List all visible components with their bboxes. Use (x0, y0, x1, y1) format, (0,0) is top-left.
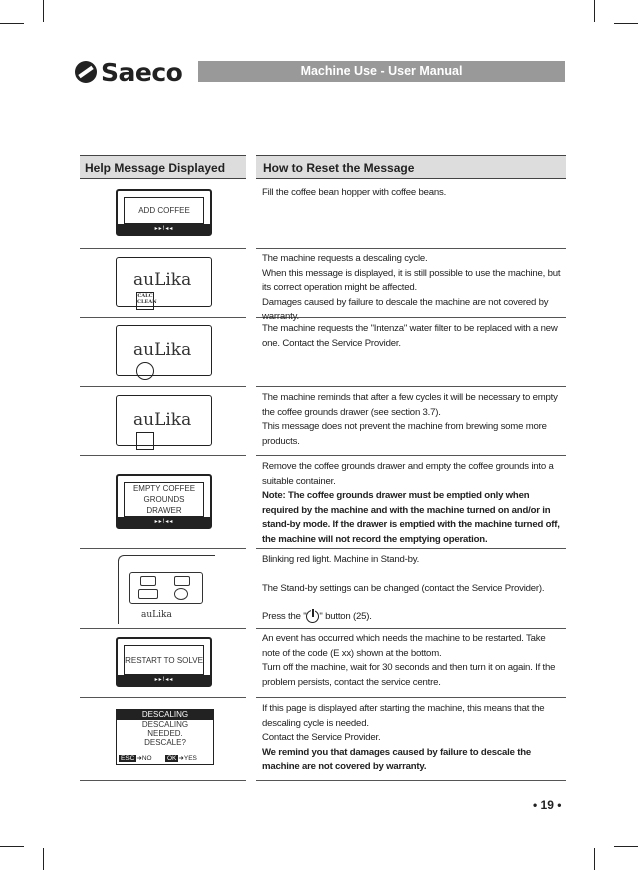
row-divider (256, 548, 566, 549)
reset-description (262, 186, 562, 201)
machine-panel-illustration (118, 555, 215, 624)
desc-line: When this message is displayed, it is still possible to use the machine, but its correct operation might be affected. (262, 267, 561, 293)
row-divider (256, 780, 566, 781)
reset-description (262, 632, 562, 690)
crop-mark (0, 846, 24, 847)
ok-key: OK (167, 754, 177, 762)
row-divider (256, 628, 566, 629)
ok-yes-option[interactable] (165, 754, 197, 762)
column-header-reset: How to Reset the Message (256, 155, 566, 179)
page-title: Machine Use - User Manual (198, 61, 565, 82)
desc-line: If this page is displayed after starting the machine, this means that the descaling cycle is needed. (262, 703, 545, 729)
display-descaling (116, 709, 214, 765)
page-number: • 19 • (533, 798, 562, 812)
display-filter (116, 325, 212, 376)
arrow-icon: ➜ (136, 755, 142, 762)
desc-text: " button (25). (319, 611, 372, 623)
menu-button-icon (138, 589, 158, 599)
aulika-logo (133, 410, 211, 450)
reset-description (262, 460, 562, 547)
display-grounds-reminder (116, 395, 212, 446)
desc-line: Fill the coffee bean hopper with coffee beans. (262, 187, 447, 198)
desc-line: The machine reminds that after a few cycles it will be necessary to empty the coffee grounds drawer (see section 3.7). (262, 392, 558, 418)
brand-logo (75, 58, 182, 86)
column-header-message: Help Message Displayed (80, 155, 246, 179)
crop-mark (43, 848, 44, 870)
desc-text: Press the " (262, 611, 307, 623)
reset-description (262, 322, 562, 351)
grounds-drawer-icon (136, 432, 154, 450)
desc-line: Blinking red light. Machine in Stand-by. (262, 554, 420, 565)
display-line: DESCALING (141, 720, 189, 729)
desc-line: This message does not prevent the machine from brewing some more products. (262, 421, 547, 447)
water-filter-icon (136, 362, 154, 380)
row-divider (80, 697, 246, 698)
display-text: auLika (133, 410, 192, 430)
row-divider (256, 697, 566, 698)
row-divider (80, 317, 246, 318)
aulika-logo: auLika (141, 610, 172, 620)
display-add-coffee (116, 189, 212, 236)
desc-line: The machine requests the "Intenza" water filter to be replaced with a new one. Contact the Service Provider. (262, 323, 558, 349)
display-text: EMPTY COFFEE GROUNDS DRAWER (132, 484, 196, 515)
desc-line: Contact the Service Provider. (262, 732, 381, 743)
yes-label: YES (183, 754, 197, 762)
display-screen (124, 645, 204, 675)
crop-mark (614, 846, 638, 847)
desc-note: Note: The coffee grounds drawer must be emptied only when required by the machine and with the machine turned on and/or in stand-by mode. If the drawer is emptied with the machine turned off, the machine will not record the emptying operation. (262, 490, 560, 545)
row-divider (80, 386, 246, 387)
coffee-button-icon (174, 576, 190, 586)
row-divider (80, 628, 246, 629)
row-divider (256, 386, 566, 387)
no-label: NO (141, 754, 152, 762)
display-empty-grounds (116, 474, 212, 529)
desc-line: Turn off the machine, wait for 30 seconds and then turn it on again. If the problem persists, contact the service centre. (262, 662, 556, 688)
display-footer-icon: ▸▸!◂◂ (118, 517, 210, 527)
desc-line: The Stand-by settings can be changed (contact the Service Provider). (262, 582, 545, 594)
display-text: ADD COFFEE (138, 206, 190, 215)
display-text: auLika (133, 270, 192, 290)
control-panel (129, 572, 203, 604)
display-footer-icon: ▸▸!◂◂ (118, 675, 210, 685)
display-calc-clean (116, 257, 212, 307)
calc-clean-icon: CALC CLEAN (136, 292, 154, 310)
display-screen (124, 197, 204, 224)
display-body (117, 720, 213, 747)
row-divider (80, 780, 246, 781)
crop-mark (594, 848, 595, 870)
esc-no-option[interactable] (119, 754, 152, 762)
crop-mark (0, 23, 24, 24)
desc-line (262, 610, 562, 625)
display-screen (124, 482, 204, 517)
crop-mark (594, 0, 595, 22)
crop-mark (43, 0, 44, 22)
display-line: DESCALE? (144, 738, 186, 747)
display-line: NEEDED. (147, 729, 183, 738)
aulika-logo (133, 340, 211, 380)
esc-key: ESC (121, 754, 135, 762)
desc-line: An event has occurred which needs the machine to be restarted. Take note of the code (E xx) shown at the bottom. (262, 633, 546, 659)
reset-description (262, 702, 562, 775)
desc-line: Remove the coffee grounds drawer and empty the coffee grounds into a suitable container. (262, 461, 554, 487)
row-divider (80, 248, 246, 249)
power-icon (306, 610, 319, 623)
reset-description (262, 553, 562, 625)
aulika-logo (133, 270, 211, 310)
espresso-button-icon (140, 576, 156, 586)
row-divider (256, 455, 566, 456)
saeco-logo-icon (75, 61, 97, 83)
display-title: DESCALING (117, 710, 213, 720)
row-divider (256, 248, 566, 249)
brand-name: Saeco (101, 57, 183, 87)
desc-line: Damages caused by failure to descale the machine are not covered by warranty. (262, 296, 549, 322)
display-text: RESTART TO SOLVE (125, 655, 203, 665)
crop-mark (614, 23, 638, 24)
row-divider (80, 548, 246, 549)
desc-line: The machine requests a descaling cycle. (262, 253, 428, 264)
desc-note: We remind you that damages caused by failure to descale the machine are not covered by warranty. (262, 746, 531, 772)
display-restart (116, 637, 212, 687)
display-text: auLika (133, 340, 192, 360)
display-footer-icon: ▸▸!◂◂ (118, 224, 210, 234)
arrow-icon: ➜ (178, 755, 184, 762)
power-button-icon (174, 588, 188, 600)
reset-description (262, 391, 562, 449)
reset-description (262, 252, 562, 325)
row-divider (80, 455, 246, 456)
